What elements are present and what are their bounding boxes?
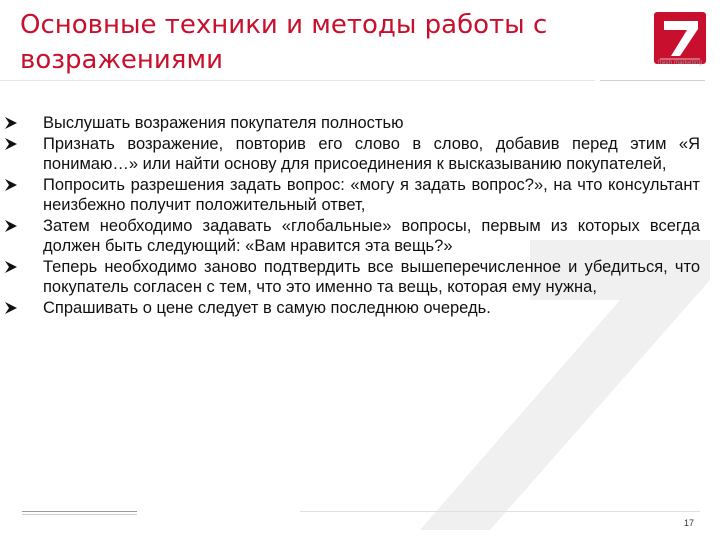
arrowhead-bullet-icon (4, 178, 18, 192)
slide-title: Основные техники и методы работы с возражениями (20, 10, 548, 75)
bullet-item (0, 298, 700, 319)
bullet-item (0, 216, 700, 257)
bullet-text: Спрашивать о цене следует в самую последнюю очередь. (43, 298, 491, 317)
bullet-item (0, 175, 700, 216)
footer-divider-right (300, 511, 700, 512)
arrowhead-bullet-icon (4, 137, 18, 151)
bullet-item (0, 113, 700, 134)
bullet-item (0, 257, 700, 298)
bullet-list (0, 113, 700, 318)
bullet-text: Попросить разрешения задать вопрос: «могу я задать вопрос?», на что консультант неизбежно получит положительный ответ, (43, 175, 700, 214)
footer-divider-left-secondary (22, 514, 137, 515)
bullet-item (0, 134, 700, 175)
footer-divider-left (22, 511, 137, 512)
bullet-text: Затем необходимо задавать «глобальные» вопросы, первым из которых всегда должен быть следующий: «Вам нравится эта вещь?» (43, 216, 700, 255)
logo-caption: fresh marketing (657, 60, 703, 66)
bullet-text: Выслушать возражения покупателя полностью (43, 114, 404, 132)
bullet-text: Теперь необходимо заново подтвердить все вышеперечисленное и убедиться, что покупатель согласен с тем, что это именно та вещь, которая ему нужна, (43, 257, 700, 296)
page-number: 17 (683, 518, 694, 528)
title-divider-right (600, 80, 705, 81)
seven-logo-icon (654, 12, 706, 64)
arrowhead-bullet-icon (4, 301, 18, 315)
arrowhead-bullet-icon (4, 219, 18, 233)
title-divider (0, 80, 595, 81)
arrowhead-bullet-icon (4, 116, 18, 130)
bullet-text: Признать возражение, повторив его слово в слово, добавив перед этим «Я понимаю…» или найти основу для присоединения к высказыванию покупателей, (43, 134, 700, 173)
arrowhead-bullet-icon (4, 260, 18, 274)
